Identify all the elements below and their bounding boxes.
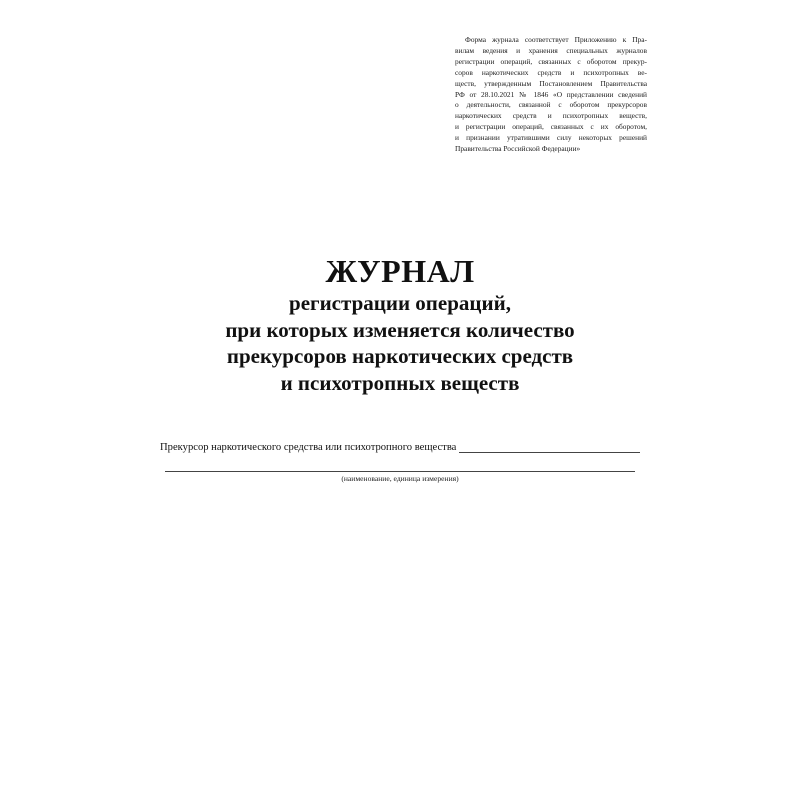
legal-note-line: ществ, утвержденным Постановлением Правительства xyxy=(455,78,647,88)
title-block xyxy=(100,252,700,396)
subtitle-line: регистрации операций, xyxy=(289,291,511,315)
legal-reference-note xyxy=(455,35,647,155)
precursor-name-fill-line-2[interactable] xyxy=(165,471,635,472)
legal-note-line: наркотических средств и психотропных веществ, xyxy=(455,111,647,121)
field-caption: (наименование, единица измерения) xyxy=(341,474,459,483)
precursor-field-row xyxy=(160,441,640,453)
subtitle-line: при которых изменяется количество xyxy=(225,317,575,342)
subtitle-line: и психотропных веществ xyxy=(280,370,520,395)
legal-note-line: и признании утратившими силу некоторых решений xyxy=(455,133,647,143)
legal-note-line: регистрации операций, связанных с оборотом прекур- xyxy=(455,56,647,66)
subtitle-line: прекурсоров наркотических средств xyxy=(226,344,574,368)
legal-note-line: Правительства Российской Федерации» xyxy=(455,144,581,154)
legal-note-line: соров наркотических средств и психотропных ве- xyxy=(455,67,647,77)
legal-note-line: Форма журнала соответствует Приложению к Пра- xyxy=(465,35,647,44)
precursor-name-fill-line[interactable] xyxy=(459,441,640,453)
legal-note-line: о деятельности, связанной с оборотом прекурсоров xyxy=(455,100,647,110)
legal-note-line: вилам ведения и хранения специальных журналов xyxy=(455,45,647,55)
legal-note-line: и регистрации операций, связанных с их оборотом, xyxy=(455,122,647,132)
journal-title: ЖУРНАЛ xyxy=(325,253,475,289)
legal-note-line: РФ от 28.10.2021 № 1846 «О представлении сведений xyxy=(455,89,647,99)
precursor-field-label: Прекурсор наркотического средства или психотропного вещества xyxy=(160,442,457,453)
